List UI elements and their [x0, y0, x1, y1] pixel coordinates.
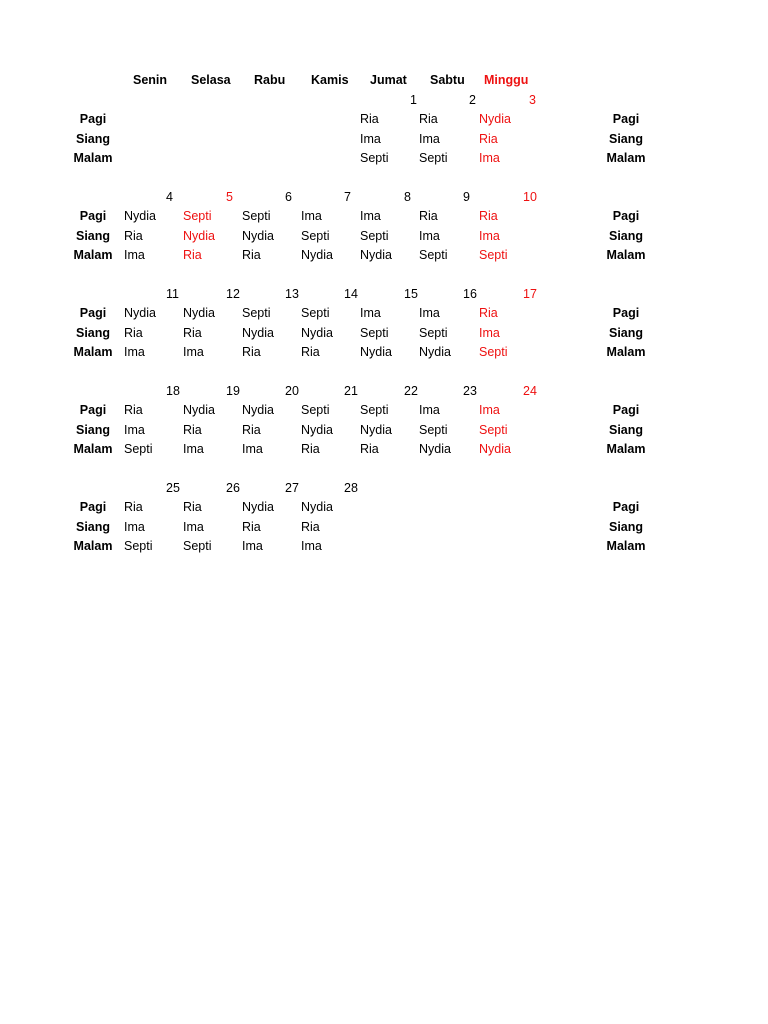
shift-assignee: Ria [419, 112, 438, 126]
shift-assignee: Septi [419, 248, 448, 262]
date-number: 15 [404, 287, 418, 301]
shift-assignee: Nydia [301, 248, 333, 262]
shift-assignee: Nydia [360, 345, 392, 359]
shift-label-siang: Siang [75, 131, 111, 146]
shift-assignee: Ima [242, 539, 263, 553]
shift-assignee: Septi [183, 209, 212, 223]
shift-label-pagi-right: Pagi [612, 306, 640, 320]
shift-assignee: Ima [301, 539, 322, 553]
shift-assignee: Nydia [360, 422, 392, 437]
date-number: 2 [469, 93, 476, 107]
shift-label-siang-right: Siang [608, 131, 644, 146]
shift-label-malam-right: Malam [606, 345, 646, 359]
shift-assignee: Septi [301, 403, 330, 417]
shift-assignee: Septi [360, 403, 389, 417]
shift-assignee: Ima [479, 325, 500, 340]
shift-label-siang-right: Siang [608, 228, 644, 243]
shift-assignee: Septi [360, 228, 389, 243]
shift-assignee: Nydia [183, 306, 215, 320]
shift-assignee: Septi [479, 422, 508, 437]
shift-label-pagi: Pagi [79, 112, 107, 126]
shift-assignee: Nydia [242, 325, 274, 340]
date-number: 8 [404, 190, 411, 204]
shift-assignee: Septi [360, 151, 389, 165]
shift-assignee: Septi [301, 228, 330, 243]
date-number: 9 [463, 190, 470, 204]
day-header-minggu: Minggu [484, 73, 529, 87]
shift-assignee: Septi [419, 151, 448, 165]
date-number: 7 [344, 190, 351, 204]
shift-assignee: Ria [360, 112, 379, 126]
shift-assignee: Nydia [301, 500, 333, 514]
date-number: 5 [226, 190, 233, 204]
shift-assignee: Ria [183, 248, 202, 262]
shift-label-malam: Malam [73, 539, 113, 553]
shift-assignee: Septi [479, 345, 508, 359]
shift-assignee: Ria [124, 500, 143, 514]
shift-label-siang-right: Siang [608, 519, 644, 534]
shift-label-siang: Siang [75, 325, 111, 340]
shift-assignee: Ima [479, 151, 500, 165]
shift-assignee: Ria [301, 345, 320, 359]
shift-assignee: Ria [301, 519, 320, 534]
shift-assignee: Nydia [242, 403, 274, 417]
shift-assignee: Nydia [242, 228, 274, 243]
date-number: 21 [344, 384, 358, 398]
date-number: 17 [523, 287, 537, 301]
shift-assignee: Ima [360, 131, 381, 146]
shift-assignee: Ria [183, 325, 202, 340]
shift-assignee: Nydia [479, 112, 511, 126]
shift-assignee: Ima [183, 519, 204, 534]
date-number: 18 [166, 384, 180, 398]
shift-label-malam: Malam [73, 442, 113, 456]
shift-assignee: Septi [242, 306, 271, 320]
shift-label-siang: Siang [75, 422, 111, 437]
day-header-senin: Senin [133, 73, 168, 87]
date-number: 22 [404, 384, 418, 398]
shift-label-pagi: Pagi [79, 403, 107, 417]
shift-assignee: Ima [360, 306, 381, 320]
date-number: 13 [285, 287, 299, 301]
shift-label-siang: Siang [75, 228, 111, 243]
shift-assignee: Ria [183, 500, 202, 514]
shift-label-pagi: Pagi [79, 306, 107, 320]
shift-label-pagi: Pagi [79, 209, 107, 223]
shift-assignee: Nydia [419, 345, 451, 359]
shift-assignee: Nydia [242, 500, 274, 514]
shift-assignee: Ria [242, 519, 261, 534]
shift-label-malam-right: Malam [606, 539, 646, 553]
date-number: 20 [285, 384, 299, 398]
shift-assignee: Ima [479, 228, 500, 243]
date-number: 27 [285, 481, 299, 495]
shift-assignee: Ima [419, 403, 440, 417]
shift-assignee: Nydia [183, 228, 215, 243]
shift-assignee: Septi [479, 248, 508, 262]
shift-assignee: Septi [419, 325, 448, 340]
shift-assignee: Ria [419, 209, 438, 223]
date-number: 19 [226, 384, 240, 398]
shift-label-siang-right: Siang [608, 325, 644, 340]
shift-assignee: Ima [124, 422, 145, 437]
date-number: 1 [410, 93, 417, 107]
date-number: 25 [166, 481, 180, 495]
shift-assignee: Ria [124, 325, 143, 340]
shift-assignee: Nydia [301, 325, 333, 340]
shift-assignee: Ria [242, 422, 261, 437]
shift-assignee: Ima [419, 306, 440, 320]
shift-assignee: Ima [124, 345, 145, 359]
date-number: 11 [166, 287, 179, 301]
shift-assignee: Ria [479, 209, 498, 223]
date-number: 16 [463, 287, 477, 301]
day-header-selasa: Selasa [191, 73, 231, 87]
shift-assignee: Nydia [419, 442, 451, 456]
shift-assignee: Ima [183, 442, 204, 456]
shift-assignee: Ria [183, 422, 202, 437]
date-number: 10 [523, 190, 537, 204]
shift-label-pagi-right: Pagi [612, 209, 640, 223]
shift-assignee: Nydia [479, 442, 511, 456]
shift-label-pagi-right: Pagi [612, 500, 640, 514]
shift-label-siang: Siang [75, 519, 111, 534]
date-number: 14 [344, 287, 358, 301]
day-header-kamis: Kamis [311, 73, 349, 87]
shift-label-malam-right: Malam [606, 442, 646, 456]
shift-label-pagi-right: Pagi [612, 403, 640, 417]
shift-assignee: Ima [301, 209, 322, 223]
shift-assignee: Septi [242, 209, 271, 223]
date-number: 26 [226, 481, 240, 495]
shift-assignee: Ima [124, 248, 145, 262]
shift-assignee: Ria [479, 306, 498, 320]
day-header-rabu: Rabu [254, 73, 286, 87]
shift-assignee: Ima [183, 345, 204, 359]
date-number: 3 [529, 93, 536, 107]
shift-assignee: Septi [419, 422, 448, 437]
shift-label-malam: Malam [73, 345, 113, 359]
shift-assignee: Ria [301, 442, 320, 456]
shift-label-malam-right: Malam [606, 248, 646, 262]
shift-assignee: Ima [419, 228, 440, 243]
shift-assignee: Ria [479, 131, 498, 146]
shift-assignee: Ria [242, 345, 261, 359]
shift-label-malam: Malam [73, 248, 113, 262]
date-number: 28 [344, 481, 358, 495]
date-number: 4 [166, 190, 173, 204]
shift-label-siang-right: Siang [608, 422, 644, 437]
shift-assignee: Septi [124, 442, 153, 456]
shift-assignee: Nydia [124, 209, 156, 223]
shift-assignee: Ria [124, 228, 143, 243]
day-header-jumat: Jumat [370, 73, 407, 87]
shift-assignee: Ria [360, 442, 379, 456]
shift-assignee: Ima [124, 519, 145, 534]
shift-assignee: Nydia [183, 403, 215, 417]
shift-assignee: Ima [360, 209, 381, 223]
date-number: 6 [285, 190, 292, 204]
shift-label-pagi-right: Pagi [612, 112, 640, 126]
shift-assignee: Septi [124, 539, 153, 553]
date-number: 12 [226, 287, 240, 301]
day-header-sabtu: Sabtu [430, 73, 465, 87]
shift-label-malam-right: Malam [606, 151, 646, 165]
shift-assignee: Nydia [301, 422, 333, 437]
shift-assignee: Ima [479, 403, 500, 417]
date-number: 23 [463, 384, 477, 398]
shift-assignee: Septi [301, 306, 330, 320]
shift-label-pagi: Pagi [79, 500, 107, 514]
shift-assignee: Ima [419, 131, 440, 146]
shift-assignee: Nydia [124, 306, 156, 320]
shift-assignee: Septi [183, 539, 212, 553]
shift-assignee: Septi [360, 325, 389, 340]
shift-assignee: Nydia [360, 248, 392, 262]
shift-assignee: Ria [242, 248, 261, 262]
shift-assignee: Ima [242, 442, 263, 456]
date-number: 24 [523, 384, 537, 398]
shift-label-malam: Malam [73, 151, 113, 165]
shift-assignee: Ria [124, 403, 143, 417]
